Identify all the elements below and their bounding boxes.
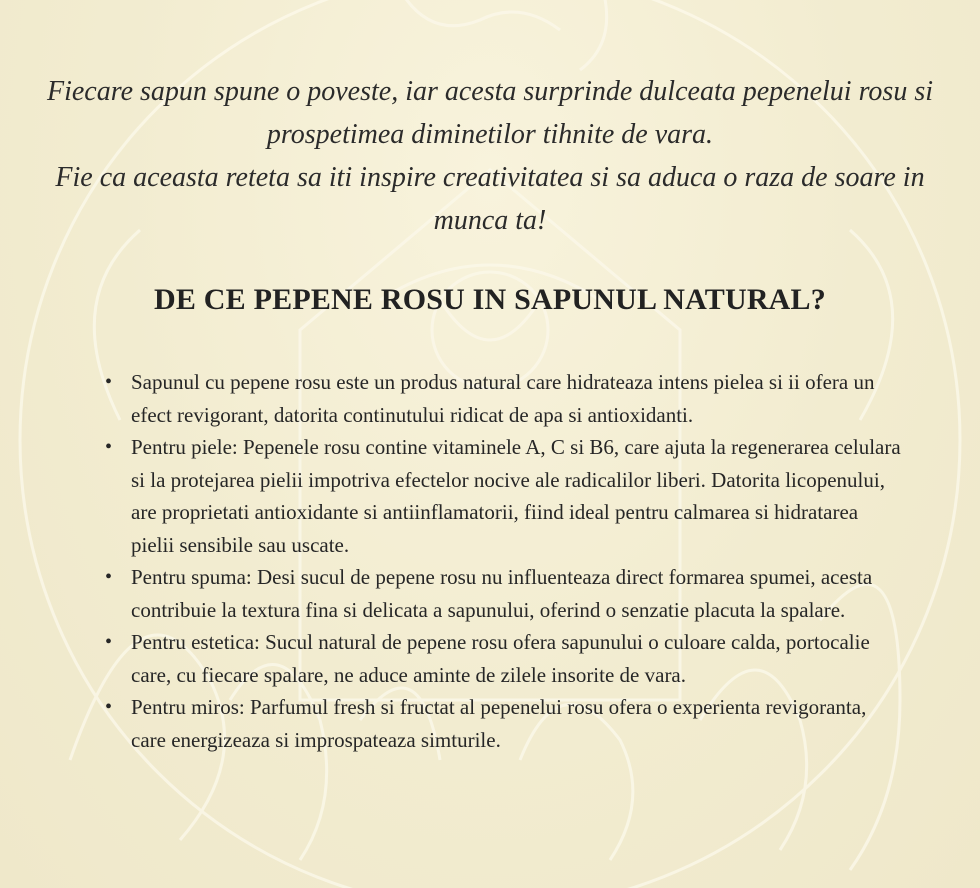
section-heading: DE CE PEPENE ROSU IN SAPUNUL NATURAL?: [154, 283, 826, 316]
list-item-text: Pentru estetica: Sucul natural de pepene rosu ofera sapunului o culoare calda, portocalie care, cu fiecare spalare, ne aduce aminte de zilele insorite de vara.: [131, 630, 870, 687]
list-item: [103, 691, 903, 756]
bullet-icon: •: [105, 696, 113, 718]
intro-text: [40, 70, 940, 242]
bullet-icon: •: [105, 566, 113, 588]
list-item: [103, 431, 903, 561]
list-item-text: Pentru miros: Parfumul fresh si fructat al pepenelui rosu ofera o experienta revigoranta, care energizeaza si improspateaza simturile.: [131, 695, 867, 752]
list-item-text: Pentru spuma: Desi sucul de pepene rosu nu influenteaza direct formarea spumei, acesta contribuie la textura fina si delicata a sapunului, oferind o senzatie placuta la spalare.: [131, 565, 873, 622]
list-item: [103, 366, 903, 431]
intro-line: Fiecare sapun spune o poveste, iar acesta surprinde dulceata pepenelui rosu si prospetimea diminetilor tihnite de vara.: [47, 76, 933, 150]
bullet-icon: •: [105, 436, 113, 458]
list-item-text: Pentru piele: Pepenele rosu contine vitaminele A, C si B6, care ajuta la regenerarea celulara si la protejarea pielii impotriva efectelor nocive ale radicalilor liberi. Datorita licopenului, are proprietati antioxidante si antiinflamatorii, fiind ideal pentru calmarea si hidratarea pielii sensibile sau uscate.: [131, 435, 901, 557]
list-item-text: Sapunul cu pepene rosu este un produs natural care hidrateaza intens pielea si ii ofera un efect revigorant, datorita continutului ridicat de apa si antioxidanti.: [131, 370, 875, 427]
bullet-icon: •: [105, 631, 113, 653]
list-item: [103, 626, 903, 691]
intro-line: Fie ca aceasta reteta sa iti inspire creativitatea si sa aduca o raza de soare in munca ta!: [55, 162, 925, 236]
list-item: [103, 561, 903, 626]
benefits-list: [103, 366, 903, 756]
bullet-icon: •: [105, 371, 113, 393]
